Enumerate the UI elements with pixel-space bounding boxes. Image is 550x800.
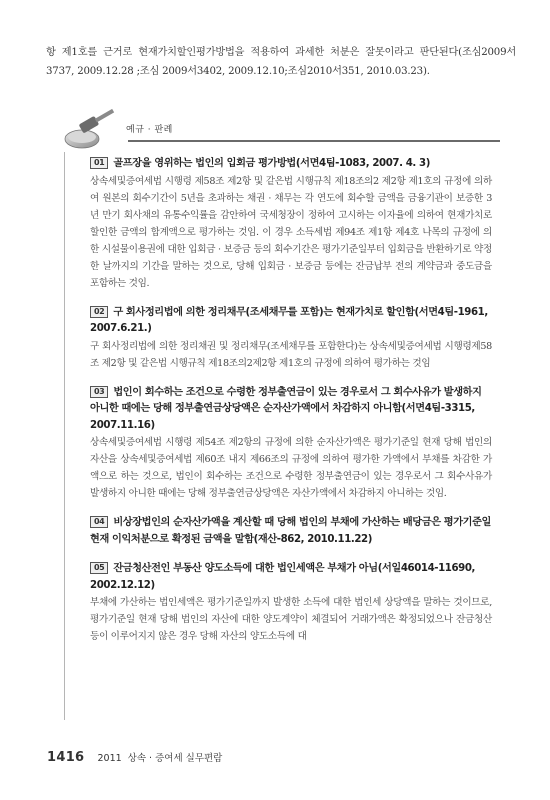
precedent-banner [62,108,502,156]
page-footer [47,746,228,765]
case-item [90,561,492,645]
case-body: 구 회사정리법에 의한 정리채권 및 정리채무(조세채무를 포함한다)는 상속세및증여세법 시행령제58조 제2항 및 같은법 시행규칙 제18조의2제2항 제1호의 규정에 의하여 평가하는 것임 [90,340,492,369]
banner-rule [128,140,500,142]
book-info [97,753,228,764]
case-title [90,561,492,594]
case-title [90,305,492,338]
case-item [90,305,492,372]
case-number: 02 [90,306,108,318]
case-number: 01 [90,157,108,169]
case-number: 05 [90,562,108,574]
case-title-text: 구 회사정리법에 의한 정리채무(조세채무를 포함)는 현재가치로 할인함(서면4팀-1961, 2007.6.21.) [90,306,488,334]
case-body: 상속세및증여세법 시행령 제54조 제2항의 규정에 의한 순자산가액은 평가기준일 현재 당해 법인의 자산을 상속세및증여세법 제60조 내지 제66조의 규정에 의하여 평가한 가액에서 부채를 차감한 가액으로 하는 것으로, 법인이 회수하는 조건으로 수령한 정부출연금이 있는 경우로서 그 회수사유가 발생하지 아니한 때에는 당해 정부출연금상당액은 자산가액에서 차감하지 아니하는 것임. [90,437,492,499]
case-title [90,156,492,173]
case-title-text: 비상장법인의 순자산가액을 계산할 때 당해 법인의 부채에 가산하는 배당금은 평가기준일 현재 이익처분으로 확정된 금액을 말함(재산-862, 2010.11.22) [90,517,491,545]
intro-paragraph: 항 제1호를 근거로 현재가치할인평가방법을 적용하여 과세한 처분은 잘못이라고 판단된다(조심2009서3737, 2009.12.28 ;조심 2009서3402, 2009.12.10;조심2010서351, 2010.03.23). [46,47,516,77]
banner-label: 예규 · 판례 [126,125,173,135]
case-title [90,385,492,435]
case-item [90,156,492,292]
case-body: 부채에 가산하는 법인세액은 평가기준일까지 발생한 소득에 대한 법인세 상당액을 말하는 것이므로, 평가기준일 현재 당해 법인의 자산에 대한 양도계약이 체결되어 거래가액은 확정되었으나 잔금청산등이 이루어지지 않은 경우 당해 자산의 양도소득에 대 [90,597,492,642]
case-number: 03 [90,386,108,398]
case-title-text: 잔금청산전인 부동산 양도소득에 대한 법인세액은 부채가 아님(서일46014-11690, 2002.12.12) [90,563,476,591]
case-list [90,156,492,658]
book-year: 2011 [97,753,122,764]
case-item [90,385,492,503]
vertical-divider [64,152,65,720]
case-title-text: 법인이 회수하는 조건으로 수령한 정부출연금이 있는 경우로서 그 회수사유가 발생하지 아니한 때에는 당해 정부출연금상당액은 순자산가액에서 차감하지 아니함(서면4팀-3315, 2007.11.16) [90,386,482,431]
case-item [90,515,492,548]
page-number: 1416 [47,750,85,765]
case-number: 04 [90,516,108,528]
gavel-icon [62,108,124,154]
case-title [90,515,492,548]
case-title-text: 골프장을 영위하는 법인의 입회금 평가방법(서면4팀-1083, 2007. 4. 3) [113,158,430,169]
book-title: 상속 · 증여세 실무편람 [127,753,223,764]
case-body: 상속세및증여세법 시행령 제58조 제2항 및 같은법 시행규칙 제18조의2 제2항 제1호의 규정에 의하여 원본의 회수기간이 5년을 초과하는 채권 · 채무는 각 연도에 회수할 금액을 금융기관이 보증한 3년 만기 회사채의 유통수익률을 감안하여 국세청장이 정하여 고시하는 이자율에 의하여 현재가치로 할인한 금액의 합계액으로 평가하는 것임. 이 경우 소득세법 제94조 제1항 제4호 나목의 규정에 의한 시설물이용권에 대한 입회금 · 보증금 등의 회수기간은 평가기준일부터 입회금을 반환하기로 약정한 날까지의 기간을 말하는 것으로, 당해 입회금 · 보증금 등에는 잔금납부 전의 계약금과 중도금을 포함하는 것임. [90,175,492,289]
